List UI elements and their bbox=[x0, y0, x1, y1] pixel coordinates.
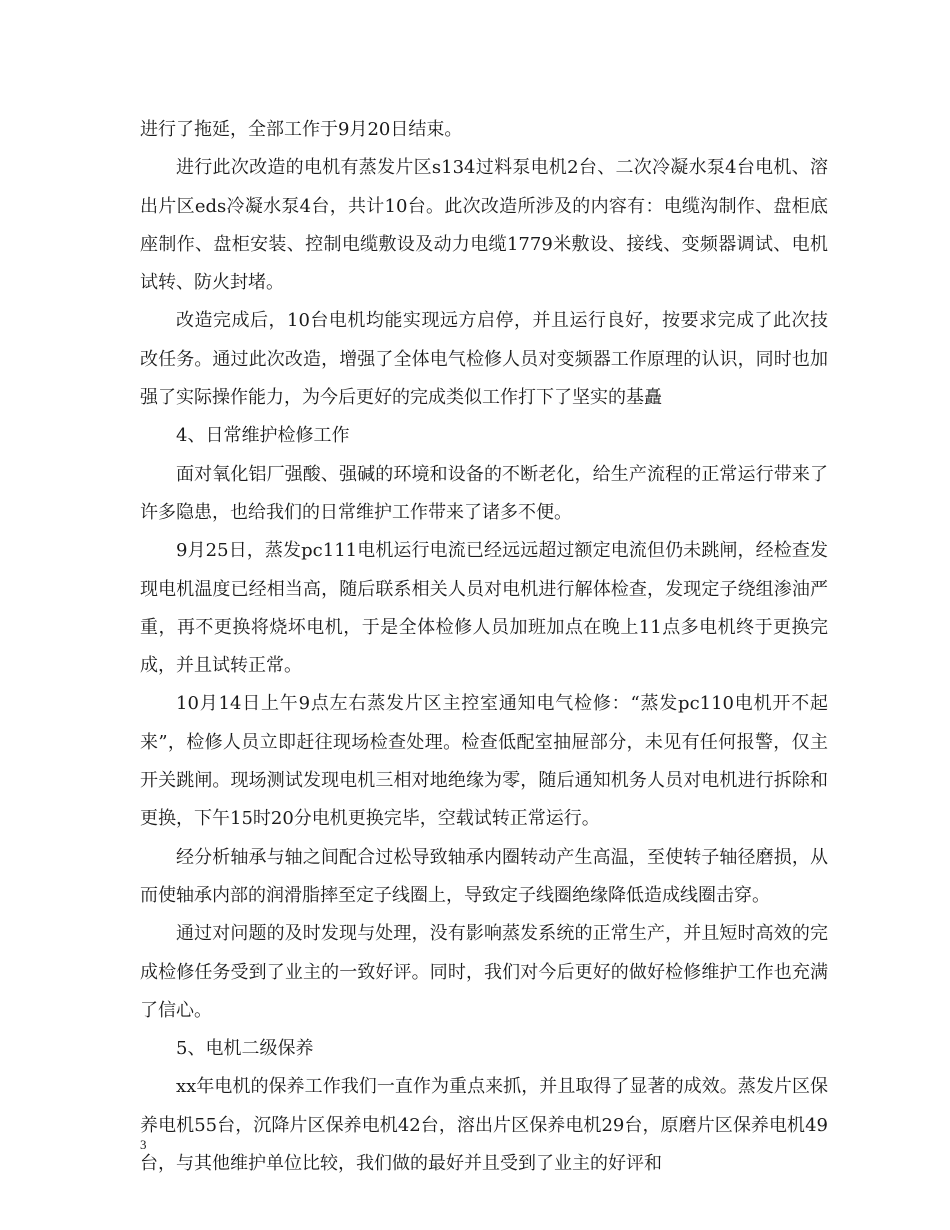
page-number: 3 bbox=[140, 1137, 147, 1152]
paragraph-oct-14: 10月14日上午9点左右蒸发片区主控室通知电气检修：“蒸发pc110电机开不起来”，检修人员立即赶往现场检查处理。检查低配室抽屉部分，未见有任何报警，仅主开关跳闸。现场测试发现电机三相对地绝缘为零，随后通知机务人员对电机进行拆除和更换，下午15时20分电机更换完毕，空载试转正常运行。 bbox=[140, 693, 828, 830]
paragraph-continuation: 进行了拖延，全部工作于9月20日结束。 bbox=[140, 119, 463, 140]
section-heading-daily-maintenance: 4、日常维护检修工作 bbox=[176, 425, 350, 447]
paragraph-outcome: 通过对问题的及时发现与处理，没有影响蒸发系统的正常生产，并且短时高效的完成检修任务受到了业主的一致好评。同时，我们对今后更好的做好检修维护工作也充满了信心。 bbox=[140, 923, 828, 1021]
document-body bbox=[140, 111, 828, 1183]
paragraph-retrofit-motors: 进行此次改造的电机有蒸发片区s134过料泵电机2台、二次冷凝水泵4台电机、溶出片区eds冷凝水泵4台，共计10台。此次改造所涉及的内容有：电缆沟制作、盘柜底座制作、盘柜安装、控制电缆敷设及动力电缆1779米敷设、接线、变频器调试、电机试转、防火封堵。 bbox=[140, 157, 828, 294]
paragraph-motor-maintenance: xx年电机的保养工作我们一直作为重点来抓，并且取得了显著的成效。蒸发片区保养电机55台，沉降片区保养电机42台，溶出片区保养电机29台，原磨片区保养电机49台，与其他维护单位比较，我们做的最好并且受到了业主的好评和 bbox=[140, 1076, 828, 1175]
paragraph-analysis: 经分析轴承与轴之间配合过松导致轴承内圈转动产生高温，至使转子轴径磨损，从而使轴承内部的润滑脂摔至定子线圈上，导致定子线圈绝缘降低造成线圈击穿。 bbox=[140, 846, 828, 906]
paragraph-environment: 面对氧化铝厂强酸、强碱的环境和设备的不断老化，给生产流程的正常运行带来了许多隐患，也给我们的日常维护工作带来了诸多不便。 bbox=[140, 463, 828, 523]
paragraph-sept-25: 9月25日，蒸发pc111电机运行电流已经远远超过额定电流但仍未跳闸，经检查发现电机温度已经相当高，随后联系相关人员对电机进行解体检查，发现定子绕组渗油严重，再不更换将烧坏电机，于是全体检修人员加班加点在晚上11点多电机终于更换完成，并且试转正常。 bbox=[140, 540, 828, 677]
paragraph-retrofit-result: 改造完成后，10台电机均能实现远方启停，并且运行良好，按要求完成了此次技改任务。通过此次改造，增强了全体电气检修人员对变频器工作原理的认识，同时也加强了实际操作能力，为今后更好的完成类似工作打下了坚实的基矗 bbox=[140, 310, 828, 409]
section-heading-motor-maintenance: 5、电机二级保养 bbox=[176, 1038, 314, 1060]
